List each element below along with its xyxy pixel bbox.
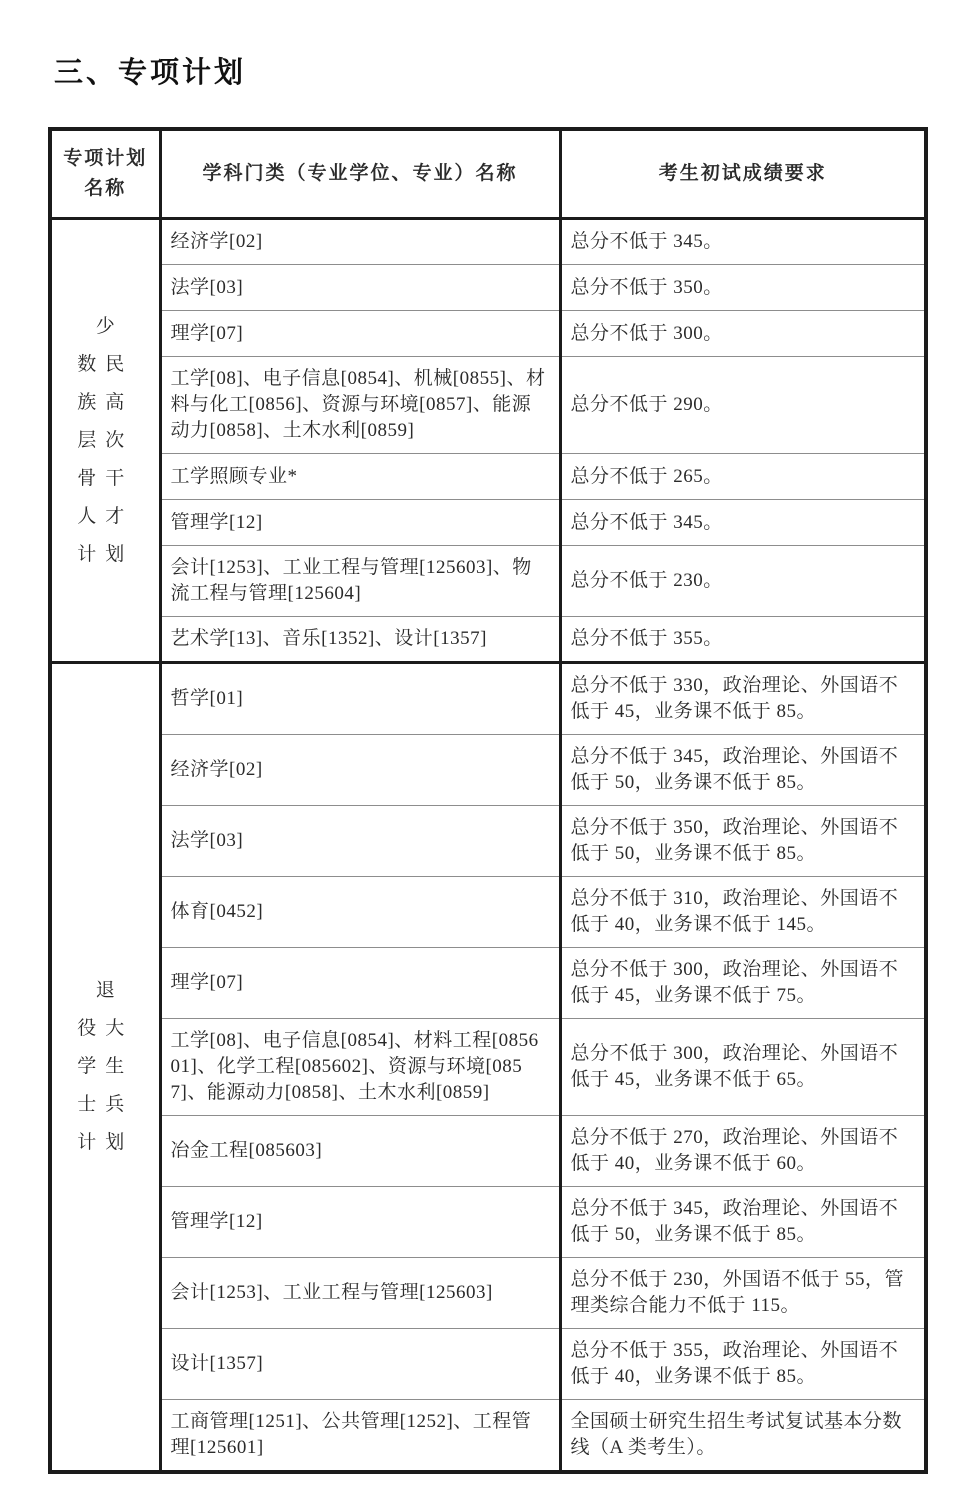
subject-cell: 工学[08]、电子信息[0854]、机械[0855]、材料与化工[0856]、资源与环境[0857]、能源动力[0858]、土木水利[0859] xyxy=(160,357,560,454)
requirement-cell: 总分不低于 230，外国语不低于 55，管理类综合能力不低于 115。 xyxy=(560,1258,926,1329)
subject-cell: 冶金工程[085603] xyxy=(160,1116,560,1187)
special-plan-table xyxy=(48,127,928,1474)
plan-group-name xyxy=(50,219,160,663)
subject-cell: 设计[1357] xyxy=(160,1329,560,1400)
header-subject-category: 学科门类（专业学位、专业）名称 xyxy=(160,129,560,219)
subject-cell: 会计[1253]、工业工程与管理[125603]、物流工程与管理[125604] xyxy=(160,546,560,617)
table-body xyxy=(50,219,926,1473)
subject-cell: 理学[07] xyxy=(160,948,560,1019)
requirement-cell: 总分不低于 345。 xyxy=(560,219,926,265)
requirement-cell: 总分不低于 300。 xyxy=(560,311,926,357)
table-row xyxy=(50,454,926,500)
subject-cell: 理学[07] xyxy=(160,311,560,357)
table-row xyxy=(50,357,926,454)
subject-cell: 经济学[02] xyxy=(160,219,560,265)
header-plan-name: 专项计划名称 xyxy=(50,129,160,219)
requirement-cell: 总分不低于 230。 xyxy=(560,546,926,617)
table-row xyxy=(50,806,926,877)
requirement-cell: 全国硕士研究生招生考试复试基本分数线（A 类考生）。 xyxy=(560,1400,926,1473)
table-row xyxy=(50,735,926,806)
header-row xyxy=(50,129,926,219)
requirement-cell: 总分不低于 330，政治理论、外国语不低于 45，业务课不低于 85。 xyxy=(560,663,926,735)
requirement-cell: 总分不低于 350。 xyxy=(560,265,926,311)
requirement-cell: 总分不低于 355。 xyxy=(560,617,926,663)
subject-cell: 工学照顾专业* xyxy=(160,454,560,500)
table-row xyxy=(50,877,926,948)
header-score-requirement: 考生初试成绩要求 xyxy=(560,129,926,219)
requirement-cell: 总分不低于 300，政治理论、外国语不低于 45，业务课不低于 75。 xyxy=(560,948,926,1019)
table-row xyxy=(50,219,926,265)
plan-group-name-text: 退役大学生士兵计划 xyxy=(77,980,134,1153)
table-row xyxy=(50,500,926,546)
subject-cell: 法学[03] xyxy=(160,265,560,311)
table-row xyxy=(50,311,926,357)
requirement-cell: 总分不低于 345。 xyxy=(560,500,926,546)
table-row xyxy=(50,1019,926,1116)
table-row xyxy=(50,1116,926,1187)
subject-cell: 哲学[01] xyxy=(160,663,560,735)
table-row xyxy=(50,265,926,311)
requirement-cell: 总分不低于 265。 xyxy=(560,454,926,500)
subject-cell: 工商管理[1251]、公共管理[1252]、工程管理[125601] xyxy=(160,1400,560,1473)
plan-group-name-text: 少数民族高层次骨干人才计划 xyxy=(77,315,134,565)
requirement-cell: 总分不低于 345，政治理论、外国语不低于 50，业务课不低于 85。 xyxy=(560,1187,926,1258)
requirement-cell: 总分不低于 350，政治理论、外国语不低于 50，业务课不低于 85。 xyxy=(560,806,926,877)
subject-cell: 经济学[02] xyxy=(160,735,560,806)
table-row xyxy=(50,1329,926,1400)
table-row xyxy=(50,1258,926,1329)
table-row xyxy=(50,546,926,617)
subject-cell: 艺术学[13]、音乐[1352]、设计[1357] xyxy=(160,617,560,663)
subject-cell: 管理学[12] xyxy=(160,1187,560,1258)
subject-cell: 工学[08]、电子信息[0854]、材料工程[085601]、化学工程[085602]、资源与环境[0857]、能源动力[0858]、土木水利[0859] xyxy=(160,1019,560,1116)
requirement-cell: 总分不低于 300，政治理论、外国语不低于 45，业务课不低于 65。 xyxy=(560,1019,926,1116)
page-title: 三、专项计划 xyxy=(54,57,247,89)
requirement-cell: 总分不低于 270，政治理论、外国语不低于 40，业务课不低于 60。 xyxy=(560,1116,926,1187)
requirement-cell: 总分不低于 355，政治理论、外国语不低于 40，业务课不低于 85。 xyxy=(560,1329,926,1400)
table-row xyxy=(50,1400,926,1473)
table-row xyxy=(50,1187,926,1258)
subject-cell: 法学[03] xyxy=(160,806,560,877)
table-row xyxy=(50,617,926,663)
subject-cell: 体育[0452] xyxy=(160,877,560,948)
requirement-cell: 总分不低于 345，政治理论、外国语不低于 50，业务课不低于 85。 xyxy=(560,735,926,806)
table-row xyxy=(50,663,926,735)
table-row xyxy=(50,948,926,1019)
plan-group-name xyxy=(50,663,160,1473)
requirement-cell: 总分不低于 310，政治理论、外国语不低于 40，业务课不低于 145。 xyxy=(560,877,926,948)
requirement-cell: 总分不低于 290。 xyxy=(560,357,926,454)
subject-cell: 会计[1253]、工业工程与管理[125603] xyxy=(160,1258,560,1329)
subject-cell: 管理学[12] xyxy=(160,500,560,546)
